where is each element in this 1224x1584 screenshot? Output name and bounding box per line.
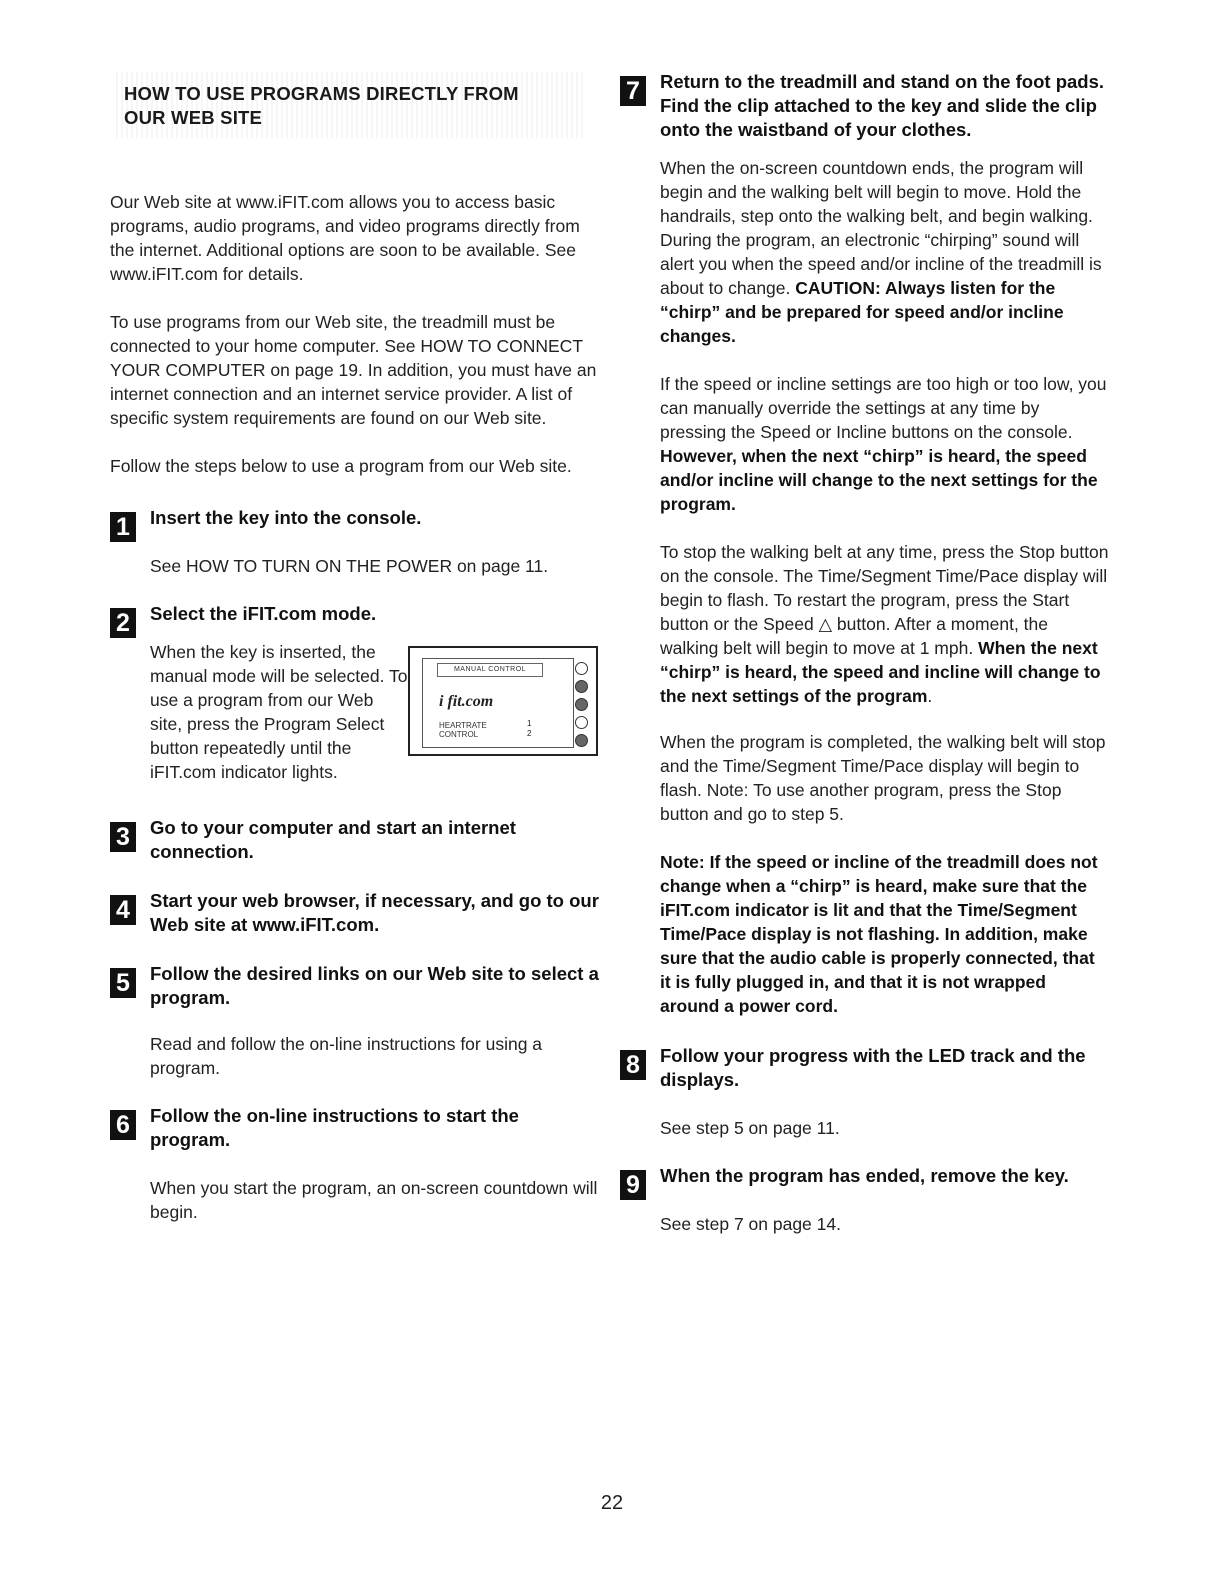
- step-number-badge: 3: [110, 822, 136, 852]
- step-4: [110, 889, 602, 937]
- step-body: When the key is inserted, the manual mode will be selected. To use a program from our Web site, press the Program Select button repeatedly until the iFIT.com indicator lights.: [150, 642, 408, 782]
- right-column: [620, 70, 1110, 1236]
- override-warning: However, when the next “chirp” is heard, the speed and/or incline will change to the next settings for the program.: [660, 446, 1098, 514]
- step-title: Follow your progress with the LED track and the displays.: [660, 1045, 1086, 1090]
- step-7-note: [660, 850, 1110, 1018]
- step-title: Go to your computer and start an internet connection.: [150, 817, 516, 862]
- restart-period: .: [927, 686, 933, 706]
- note-text: Note: If the speed or incline of the treadmill does not change when a “chirp” is heard, make sure that the iFIT.com indicator is lit and that the Time/Segment Time/Pace display is not flashing. In addition, make sure that the audio cable is properly connected, that it is fully plugged in, and that it is not wrapped around a power cord.: [660, 852, 1098, 1016]
- step-body: See step 7 on page 14.: [660, 1214, 841, 1234]
- step-title: Select the iFIT.com mode.: [150, 603, 377, 624]
- step-number-badge: 2: [110, 608, 136, 638]
- console-display: [422, 658, 574, 748]
- button-icon: [575, 680, 588, 693]
- step-7-paragraph-3: [660, 540, 1110, 708]
- button-icon: [575, 716, 588, 729]
- step-7: [620, 70, 1110, 1018]
- step-2: [110, 602, 602, 784]
- restart-warning: When the next “chirp” is heard, the speed and incline will change to the next settings of the program: [660, 638, 1101, 706]
- row-1-value: 1: [527, 719, 532, 728]
- step-6: [110, 1104, 602, 1224]
- manual-control-label: MANUAL CONTROL: [437, 663, 543, 677]
- step-9: [620, 1164, 1110, 1236]
- button-icon: [575, 698, 588, 711]
- step-number-badge: 6: [110, 1110, 136, 1140]
- button-icon: [575, 662, 588, 675]
- step-body: See HOW TO TURN ON THE POWER on page 11.: [150, 556, 549, 576]
- step-title: Start your web browser, if necessary, and go to our Web site at www.iFIT.com.: [150, 890, 599, 935]
- button-icon: [575, 734, 588, 747]
- step-8: [620, 1044, 1110, 1140]
- heartrate-control-label: [439, 721, 487, 739]
- hr-label-line2: CONTROL: [439, 730, 479, 739]
- page-number: 22: [600, 1492, 624, 1514]
- step-number-badge: 5: [110, 968, 136, 998]
- step-body: Read and follow the on-line instructions for using a program.: [150, 1034, 543, 1078]
- override-text: If the speed or incline settings are too high or too low, you can manually override the settings at any time by pressing the Speed or Incline buttons on the console.: [660, 374, 1107, 442]
- step-title: When the program has ended, remove the key.: [660, 1165, 1069, 1186]
- console-buttons: [572, 658, 592, 752]
- step-number-badge: 4: [110, 895, 136, 925]
- console-illustration: [408, 646, 598, 756]
- left-column: [110, 72, 602, 1224]
- step-number-badge: 8: [620, 1050, 646, 1080]
- step-5: [110, 962, 602, 1080]
- section-title-line1: HOW TO USE PROGRAMS DIRECTLY FROM: [124, 83, 519, 104]
- intro-paragraph-1: Our Web site at www.iFIT.com allows you to access basic programs, audio programs, and video programs directly from the internet. Additional options are soon to be available. See www.iFIT.com for details.: [110, 192, 580, 284]
- intro-paragraph-2: To use programs from our Web site, the treadmill must be connected to your home computer. See HOW TO CONNECT YOUR COMPUTER on page 19. In addition, you must have an internet connection and an internet service provider. A list of specific system requirements are found on our Web site.: [110, 312, 597, 428]
- hr-label-line1: HEARTRATE: [439, 721, 487, 730]
- step-7-paragraph-4: When the program is completed, the walking belt will stop and the Time/Segment Time/Pace display will begin to flash. Note: To use another program, press the Stop button and go to step 5.: [660, 732, 1106, 824]
- ifit-logo: i fit.com: [439, 693, 494, 710]
- section-title: [116, 72, 586, 138]
- caution-text: CAUTION: Always listen for the “chirp” and be prepared for speed and/or incline changes.: [660, 278, 1064, 346]
- step-7-paragraph-2: [660, 372, 1110, 516]
- intro-paragraph-3: Follow the steps below to use a program from our Web site.: [110, 456, 572, 476]
- step-number-badge: 1: [110, 512, 136, 542]
- step-title: Return to the treadmill and stand on the foot pads. Find the clip attached to the key and slide the clip onto the waistband of your clothes.: [660, 71, 1105, 140]
- step-1: [110, 506, 602, 578]
- countdown-text: When the on-screen countdown ends, the program will begin and the walking belt will begin to move. Hold the handrails, step onto the walking belt, and begin walking. During the program, an electronic “chirping” sound will alert you when the speed and/or incline of the treadmill is about to change.: [660, 158, 1102, 298]
- step-number-badge: 7: [620, 76, 646, 106]
- step-title: Follow the desired links on our Web site to select a program.: [150, 963, 599, 1008]
- row-2-value: 2: [527, 729, 532, 738]
- step-number-badge: 9: [620, 1170, 646, 1200]
- stop-text: To stop the walking belt at any time, press the Stop button on the console. The Time/Segment Time/Pace display will begin to flash. To restart the program, press the Start button or the Speed △ button. After a moment, the walking belt will begin to move at 1 mph.: [660, 542, 1109, 658]
- step-title: Follow the on-line instructions to start the program.: [150, 1105, 519, 1150]
- step-body: When you start the program, an on-screen countdown will begin.: [150, 1178, 598, 1222]
- step-3: [110, 816, 602, 864]
- step-body: See step 5 on page 11.: [660, 1118, 840, 1138]
- section-title-line2: OUR WEB SITE: [124, 107, 263, 128]
- step-7-paragraph-1: [660, 156, 1110, 348]
- step-title: Insert the key into the console.: [150, 507, 422, 528]
